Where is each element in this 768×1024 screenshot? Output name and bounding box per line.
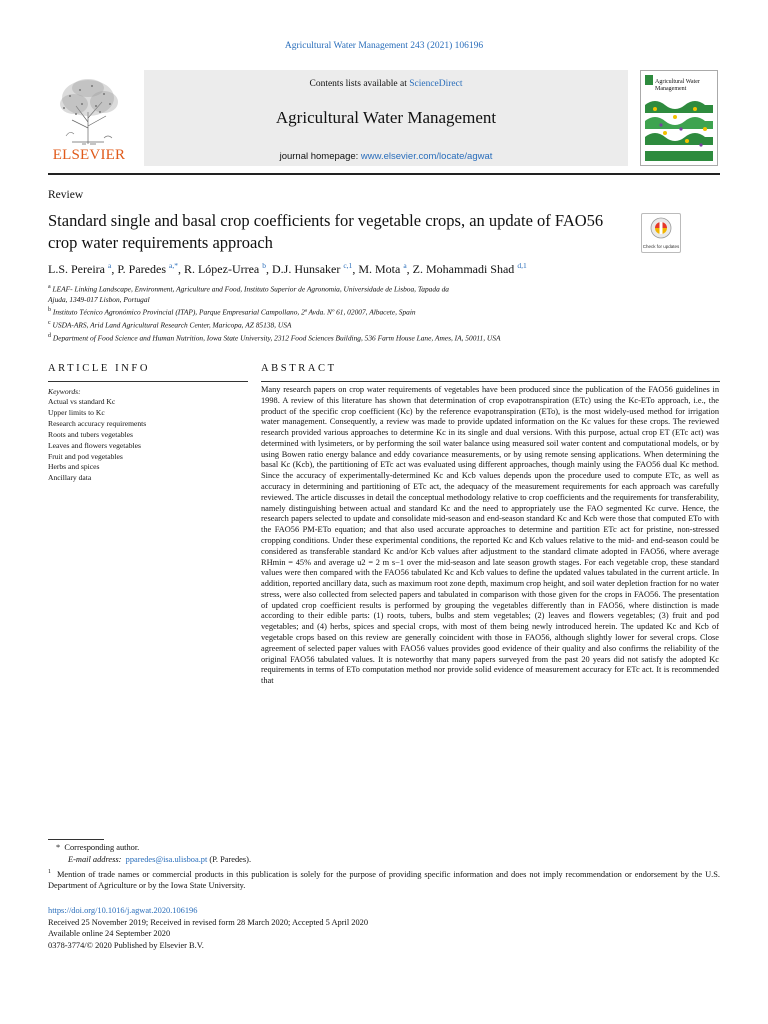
keyword-item[interactable]: Fruit and pod vegetables — [48, 451, 123, 461]
article-info-rule — [48, 381, 248, 382]
journal-masthead — [144, 70, 628, 166]
affiliation-mark: d — [48, 332, 51, 339]
check-for-updates-button[interactable] — [641, 213, 681, 253]
article-info-heading: ARTICLE INFO — [48, 363, 151, 374]
email-note — [68, 855, 251, 864]
keyword-item[interactable]: Herbs and spices — [48, 462, 100, 472]
author-list — [48, 261, 728, 277]
author-separator: , — [177, 262, 184, 276]
homepage-prefix: journal homepage: — [279, 151, 361, 162]
affiliation-mark: c — [48, 319, 51, 326]
journal-cover-thumbnail[interactable] — [640, 70, 718, 166]
author-affil-mark[interactable]: d,1 — [517, 261, 527, 270]
article-type: Review — [48, 189, 84, 201]
abstract-rule — [261, 381, 720, 382]
affiliation-line — [48, 305, 628, 318]
elsevier-logo[interactable] — [48, 70, 130, 166]
email-suffix: (P. Paredes). — [209, 855, 252, 864]
author-affil-mark[interactable]: c,1 — [343, 261, 353, 270]
doi-link[interactable]: https://doi.org/10.1016/j.agwat.2020.106196 — [48, 906, 198, 915]
keyword-item[interactable]: Roots and tubers vegetables — [48, 429, 133, 439]
publication-info — [48, 905, 368, 951]
author-name[interactable]: L.S. Pereira — [48, 262, 105, 276]
affiliations — [48, 282, 628, 343]
affiliation-line — [48, 282, 628, 295]
corresponding-author-note — [56, 843, 139, 852]
footnote-mark: 1 — [48, 869, 51, 875]
affiliation-mark: a — [48, 284, 51, 290]
article-title: Standard single and basal crop coefficients for vegetable crops, an update of FAO56 crop water requirements approach — [48, 211, 604, 252]
affiliation-text: Ajuda, 1349-017 Lisbon, Portugal — [48, 294, 150, 304]
crossmark-icon — [642, 214, 680, 242]
journal-homepage — [144, 151, 628, 162]
footnote-text: Mention of trade names or commercial products in this publication is solely for the purpose of providing specific information and does not imply recommendation or endorsement by the U.S. Department of Agriculture or by the Iowa State University. — [48, 869, 721, 891]
keyword-item[interactable]: Research accuracy requirements — [48, 418, 147, 428]
copyright: 0378-3774/© 2020 Published by Elsevier B.V. — [48, 940, 204, 950]
footnote-rule — [48, 839, 104, 840]
sciencedirect-link[interactable]: ScienceDirect — [409, 79, 463, 89]
affiliation-text: Department of Food Science and Human Nutrition, Iowa State University, 2312 Food Sciences Building, 536 Farm House Lane, Ames, IA, 50011, USA — [52, 333, 501, 343]
abstract-text: Many research papers on crop water requirements of vegetables have been produced since the publication of the FAO56 guidelines in 1998. A review of this literature has shown that determination of crop evapotranspiration (ETc) using the Kc-ETo approach, i.e., the product of the specific crop coefficient (Kc) by the reference evapotranspiration (ETo), is the most widely-used method for irrigation water management. Consequently, a review was made to provide updated information on the Kc values for these crops. The reviewed research provided various approaches to determine Kc in its single and dual versions. With this purpose, actual crop ET (ETc act) was determined with lysimeters, or by performing the soil water balance using measured soil water content and computational models, or by using Bowen ratio energy balance and eddy covariance measurements, or by using remote sensing applications. When determining the basal Kc (Kcb), the partitioning of ETc act was evaluated using different approaches, though mainly using the FAO56 dual Kc method. Since the accuracy of experimentally-determined Kc and Kcb values depends upon the procedure used to compute ETc, as well as accuracy in determining and partitioning of ETc act, the adequacy of the measurement requirements for each approach was carefully reviewed. The article discusses in detail the conceptual methodology relative to crop coefficients and the requirements for transferability, namely distinguishing between actual and standard Kc and the need to appropriately use the FAO segmented Kc curve. Hence, the research papers selected to update and consolidate mid-season and end-season standard Kc and Kcb were those that computed ETo with the FAO56 PM-ETo equation; and that also used accurate approaches to determine and partition ETc act for pristine, non-stressed cropping conditions. Under these experimental conditions, the reported Kc and Kcb values relative to the mid- and end-season could be considered as transferable standard Kc and/or Kcb values after adjustment to the standard climate adopted in FAO56, where average RHmin = 45% and average u2 = 2 m s−1 over the mid-season and late season growth stages. For each vegetable crop, these standard values were then compared with the FAO56 tabulated Kc and Kcb values to define the updated values tabulated in the current article. In addition, reported ancillary data, such as maximum root zone depth, maximum crop height, and soil water depletion fraction for no water stress, were also collected from selected papers and tabulated in comparison with those given for the crops in FAO56. The presentation of updated crop coefficient results is performed by grouping the vegetables differently than in FAO56, where distinction is made according to their edible parts: (1) roots, tubers, bulbs and stem vegetables; (2) leaves and flowers vegetables; (3) fruit and pod vegetables; and (4) herbs, spices and special crops, with most of them being newly introduced herein. The updated Kc and Kcb of vegetable crops based on this review are generally coincident with those in FAO56, although slightly lower for several crops. Close agreement of selected paper values with FAO56 values provides good evidence of their quality and also confirms the reliability of the original FAO56 tabulated values. It is noteworthy that many papers surveyed from the past 20 years did not satisfy the adopted Kc requirements in terms of ETo computation method nor provide solid evidence of measurement accuracy for ETc act. It is recommended that — [261, 385, 719, 686]
author-separator: , — [352, 262, 359, 276]
affiliation-line — [48, 331, 628, 344]
contents-prefix: Contents lists available at — [309, 79, 410, 89]
crossmark-label: Check for updates — [642, 244, 680, 249]
author-separator: , — [111, 262, 118, 276]
corresponding-mark: * — [56, 843, 61, 852]
email-label: E-mail address: — [68, 855, 122, 864]
author-name[interactable]: R. López-Urrea — [183, 262, 260, 276]
keyword-item[interactable]: Actual vs standard Kc — [48, 397, 116, 406]
corresponding-text: Corresponding author. — [64, 843, 140, 852]
contents-availability — [144, 79, 628, 89]
affiliation-line — [48, 318, 628, 331]
keywords-label: Keywords: — [48, 387, 81, 396]
author-name[interactable]: P. Paredes — [117, 262, 166, 276]
keyword-item[interactable]: Upper limits to Kc — [48, 407, 105, 417]
author-separator: , — [406, 262, 413, 276]
header-divider — [48, 173, 720, 175]
elsevier-wordmark: ELSEVIER — [52, 147, 126, 163]
author-email-link[interactable]: pparedes@isa.ulisboa.pt — [125, 855, 208, 864]
journal-homepage-link[interactable]: www.elsevier.com/locate/agwat — [360, 151, 493, 162]
author-name[interactable]: D.J. Hunsaker — [272, 262, 341, 276]
available-online: Available online 24 September 2020 — [48, 929, 171, 939]
affiliation-text: Instituto Técnico Agronómico Provincial (ITAP), Parque Empresarial Campollano, 2ª Avda. Nº 61, 02007, Albacete, Spain — [52, 307, 416, 317]
trade-names-footnote — [48, 867, 720, 892]
journal-title: Agricultural Water Management — [275, 108, 497, 127]
elsevier-tree-icon — [52, 76, 124, 146]
affiliation-text: LEAF- Linking Landscape, Environment, Agriculture and Food, Instituto Superior de Agronomia, Universidade de Lisboa, Tapada da — [52, 284, 450, 294]
author-affil-mark[interactable]: a — [403, 261, 407, 270]
author-name[interactable]: Z. Mohammadi Shad — [412, 262, 515, 276]
abstract-heading: ABSTRACT — [261, 363, 337, 374]
keywords-list — [48, 397, 146, 484]
affiliation-line — [48, 295, 628, 305]
received-dates: Received 25 November 2019; Received in revised form 28 March 2020; Accepted 5 April 2020 — [48, 917, 369, 927]
affiliation-mark: b — [48, 307, 51, 314]
author-separator: , — [266, 262, 273, 276]
keyword-item[interactable]: Ancillary data — [48, 473, 92, 483]
author-name[interactable]: M. Mota — [358, 262, 401, 276]
author-affil-mark[interactable]: a,* — [169, 261, 178, 270]
author-affil-mark[interactable]: a — [107, 261, 112, 270]
journal-header — [48, 70, 720, 168]
cover-journal-title: Agricultural Water Management — [655, 79, 700, 92]
journal-citation-link[interactable]: Agricultural Water Management 243 (2021) 106196 — [284, 41, 484, 51]
affiliation-text: USDA-ARS, Arid Land Agricultural Research Center, Maricopa, AZ 85138, USA — [52, 320, 292, 330]
keyword-item[interactable]: Leaves and flowers vegetables — [48, 440, 141, 450]
author-affil-mark[interactable]: b — [262, 261, 267, 270]
